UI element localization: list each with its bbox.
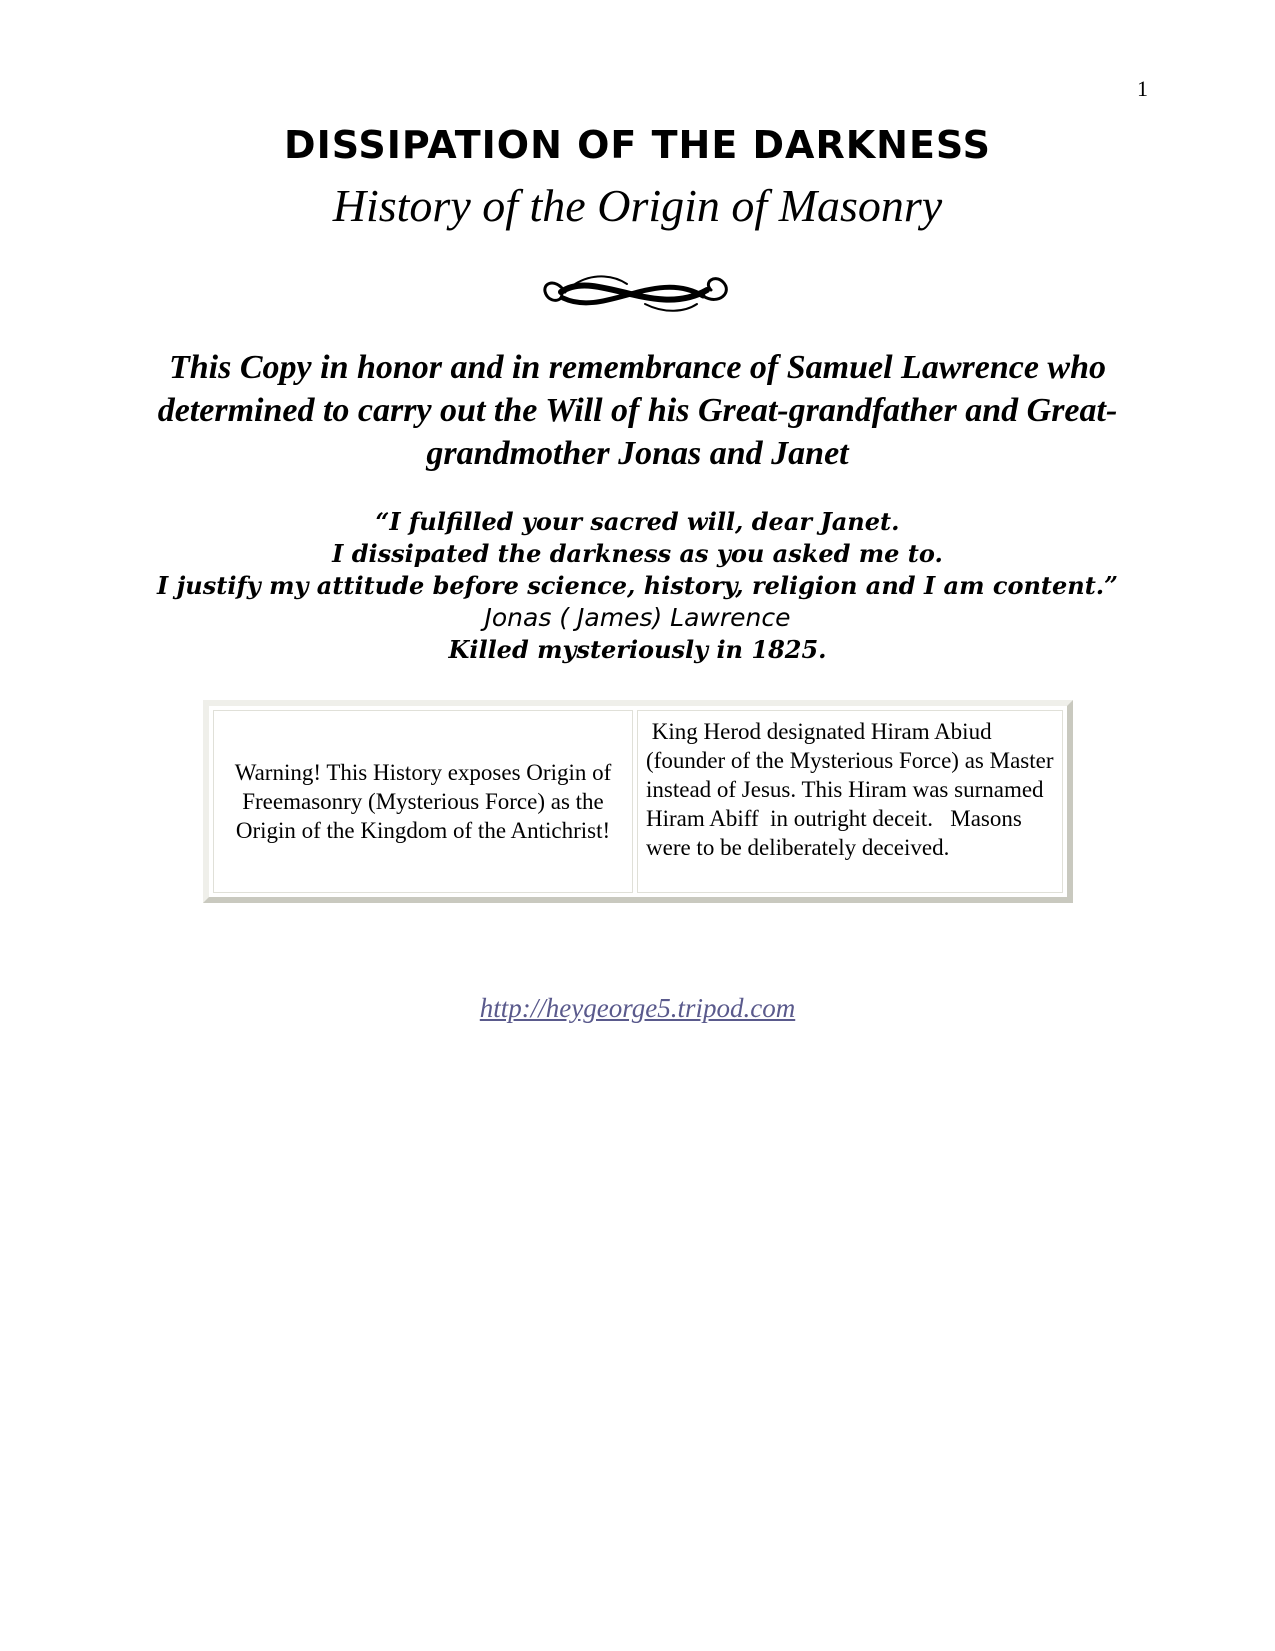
warning-cell xyxy=(213,710,633,893)
dedication-line: This Copy in honor and in remembrance of Samuel Lawrence who xyxy=(169,349,1106,386)
dedication-line: determined to carry out the Will of his Great-grandfather and Great- xyxy=(157,392,1118,429)
page-number: 1 xyxy=(1137,76,1148,101)
quote-footnote: Killed mysteriously in 1825. xyxy=(448,635,827,664)
page-subtitle: History of the Origin of Masonry xyxy=(332,180,943,231)
dedication-text xyxy=(95,346,1180,475)
page-title: DISSIPATION OF THE DARKNESS xyxy=(284,123,991,167)
info-table xyxy=(203,700,1073,903)
quote-line: I dissipated the darkness as you asked me to. xyxy=(332,539,943,568)
quote-line: “I fulfilled your sacred will, dear Janet. xyxy=(375,507,900,536)
quote-line: I justify my attitude before science, history, religion and I am content.” xyxy=(157,571,1118,600)
history-text: King Herod designated Hiram Abiud (founder of the Mysterious Force) as Master instead of Jesus. This Hiram was surnamed Hiram Abiff in outright deceit. Masons were to be deliberately deceived. xyxy=(646,719,1060,860)
history-cell xyxy=(637,710,1063,893)
dedication-line: grandmother Jonas and Janet xyxy=(426,435,849,472)
quote-signature: Jonas ( James) Lawrence xyxy=(484,603,791,632)
quote-block xyxy=(60,506,1215,666)
scroll-flourish-icon xyxy=(535,262,735,324)
website-link[interactable]: http://heygeorge5.tripod.com xyxy=(479,993,796,1023)
warning-text: Warning! This History exposes Origin of Freemasonry (Mysterious Force) as the Origin of the Kingdom of the Antichrist! xyxy=(234,760,612,843)
